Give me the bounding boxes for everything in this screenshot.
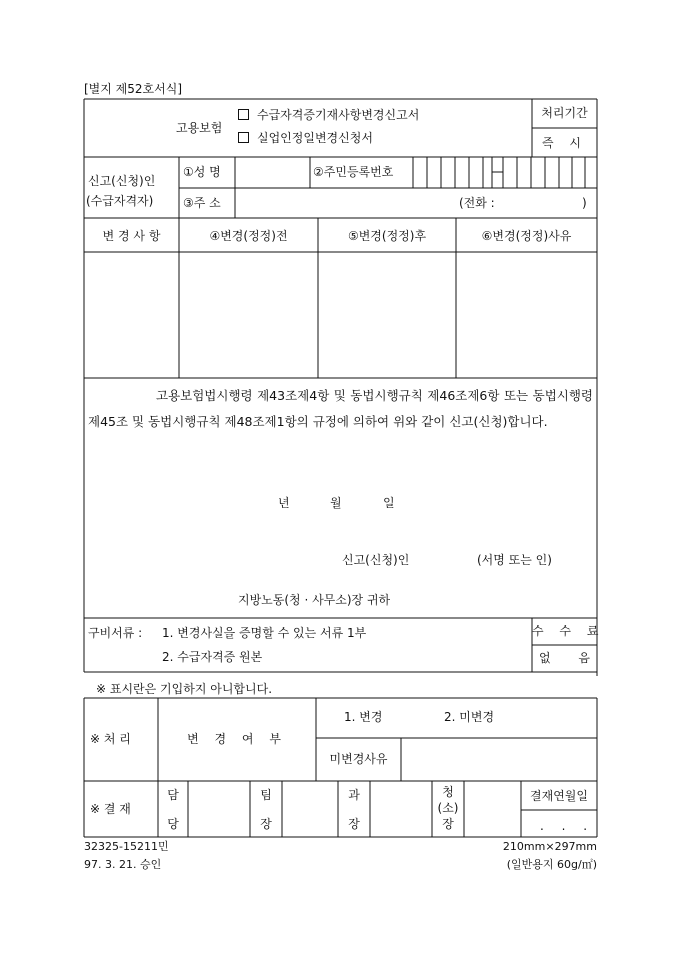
staff-label: 담: [167, 788, 179, 802]
option-changed[interactable]: 1. 변경: [344, 710, 383, 724]
processing-period-value: 즉 시: [542, 136, 587, 150]
change-status-label: 변 경 여 부: [187, 732, 287, 746]
option-2-label: 실업인정일변경신청서: [257, 131, 373, 145]
approval-label: ※ 결 재: [90, 802, 131, 816]
unchanged-reason-label: 미변경사유: [329, 752, 388, 766]
month-label: 월: [330, 496, 342, 510]
reason-header: ⑥변경(정정)사유: [481, 229, 572, 243]
signer-label: 신고(신청)인: [342, 553, 410, 567]
signature-note: (서명 또는 인): [477, 553, 552, 567]
documents-label: 구비서류 :: [88, 626, 143, 640]
changes-header: 변 경 사 항: [102, 229, 161, 243]
paper-type: (일반용지 60g/㎡): [506, 858, 597, 871]
section-chief-label: 장: [348, 817, 360, 831]
fee-value: 없 음: [539, 651, 590, 665]
approval-date: 97. 3. 21. 승인: [84, 858, 162, 871]
form-code: 32325-15211민: [84, 840, 169, 853]
checkbox-icon[interactable]: [238, 109, 249, 120]
recipient: 지방노동(청 · 사무소)장 귀하: [238, 593, 391, 607]
office-chief-label: (소): [437, 801, 459, 815]
address-label: ③주 소: [183, 196, 221, 210]
option-2[interactable]: [238, 131, 373, 145]
option-1[interactable]: [238, 108, 419, 122]
after-header: ⑤변경(정정)후: [347, 229, 427, 243]
year-label: 년: [278, 496, 290, 510]
name-label: ①성 명: [183, 165, 221, 179]
office-chief-label: 청: [442, 785, 454, 799]
section-chief-label: 과: [348, 788, 360, 802]
phone-label: (전화 :: [459, 196, 495, 210]
document-item-2: 2. 수급자격증 원본: [162, 650, 263, 664]
before-header: ④변경(정정)전: [209, 229, 288, 243]
form-number: [별지 제52호서식]: [84, 82, 182, 96]
applicant-sublabel: (수급자격자): [86, 194, 154, 208]
office-chief-label: 장: [442, 817, 454, 831]
document-item-1: 1. 변경사실을 증명할 수 있는 서류 1부: [162, 626, 367, 640]
staff-label: 당: [167, 817, 179, 831]
id-number-label: ②주민등록번호: [313, 165, 394, 179]
category-label: 고용보험: [176, 121, 223, 135]
paper-size: 210mm×297mm: [502, 840, 597, 853]
day-label: 일: [383, 496, 395, 510]
option-unchanged[interactable]: 2. 미변경: [444, 710, 495, 724]
phone-close: ): [582, 196, 587, 210]
processing-period-label: 처리기간: [541, 106, 588, 120]
team-leader-label: 팀: [260, 788, 272, 802]
processing-label: ※ 처 리: [90, 732, 131, 746]
option-1-label: 수급자격증기재사항변경신고서: [257, 108, 420, 122]
fee-label: 수 수 료: [532, 624, 605, 638]
statement-text: 고용보험법시행령 제43조제4항 및 동법시행규칙 제46조제6항 또는 동법시행령 제45조 및 동법시행규칙 제48조제1항의 규정에 의하여 위와 같이 신고(신청)합니다.: [88, 388, 593, 429]
approval-date-value: . . .: [540, 819, 588, 833]
approval-date-label: 결재연월일: [530, 789, 588, 803]
checkbox-icon[interactable]: [238, 132, 249, 143]
office-use-note: ※ 표시란은 기입하지 아니합니다.: [96, 682, 273, 696]
applicant-label: 신고(신청)인: [88, 174, 156, 188]
team-leader-label: 장: [260, 817, 272, 831]
